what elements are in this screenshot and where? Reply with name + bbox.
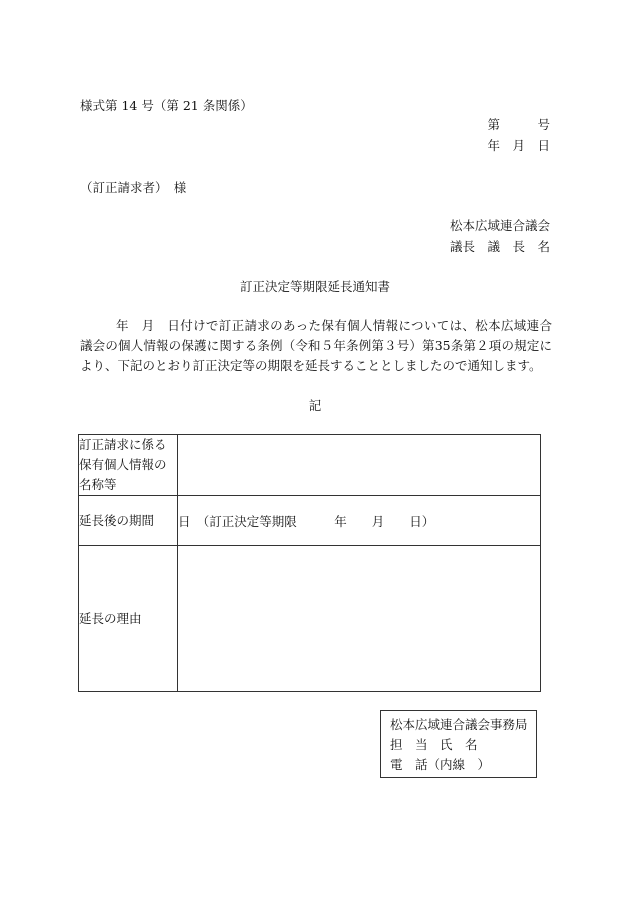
contact-person: 担 当 氏 名 <box>390 737 478 752</box>
contact-box <box>380 710 537 778</box>
form-number: 様式第 14 号（第 21 条関係） <box>80 98 253 113</box>
details-table <box>78 434 541 692</box>
row-value-reason <box>178 546 541 692</box>
table-row <box>79 435 541 496</box>
row-value-info-name <box>178 435 541 496</box>
table-row <box>79 496 541 546</box>
row-label-reason: 延長の理由 <box>79 546 178 692</box>
contact-phone: 電 話（内線 ） <box>390 757 491 772</box>
row-label-info-name: 訂正請求に係る保有個人情報の名称等 <box>79 435 178 496</box>
row-label-extended-period: 延長後の期間 <box>79 496 178 546</box>
ki-heading: 記 <box>308 398 322 413</box>
issuer-name: 議長 議 長 名 <box>449 239 550 254</box>
body-paragraph: 年 月 日付けで訂正請求のあった保有個人情報については、松本広域連合議会の個人情報の保護に関する条例（令和５年条例第３号）第35条第２項の規定により、下記のとおり訂正決定等の期限を延長することとしましたので通知します。 <box>80 318 552 373</box>
document-date: 年 月 日 <box>487 138 550 153</box>
document-number: 第 号 <box>487 117 550 132</box>
addressee: （訂正請求者） 様 <box>80 180 187 195</box>
document-title: 訂正決定等期限延長通知書 <box>239 279 390 294</box>
table-row <box>79 546 541 692</box>
row-value-extended-period: 日 （訂正決定等期限 年 月 日） <box>178 496 541 546</box>
contact-office: 松本広域連合議会事務局 <box>390 717 528 732</box>
issuer-organization: 松本広域連合議会 <box>449 218 550 233</box>
